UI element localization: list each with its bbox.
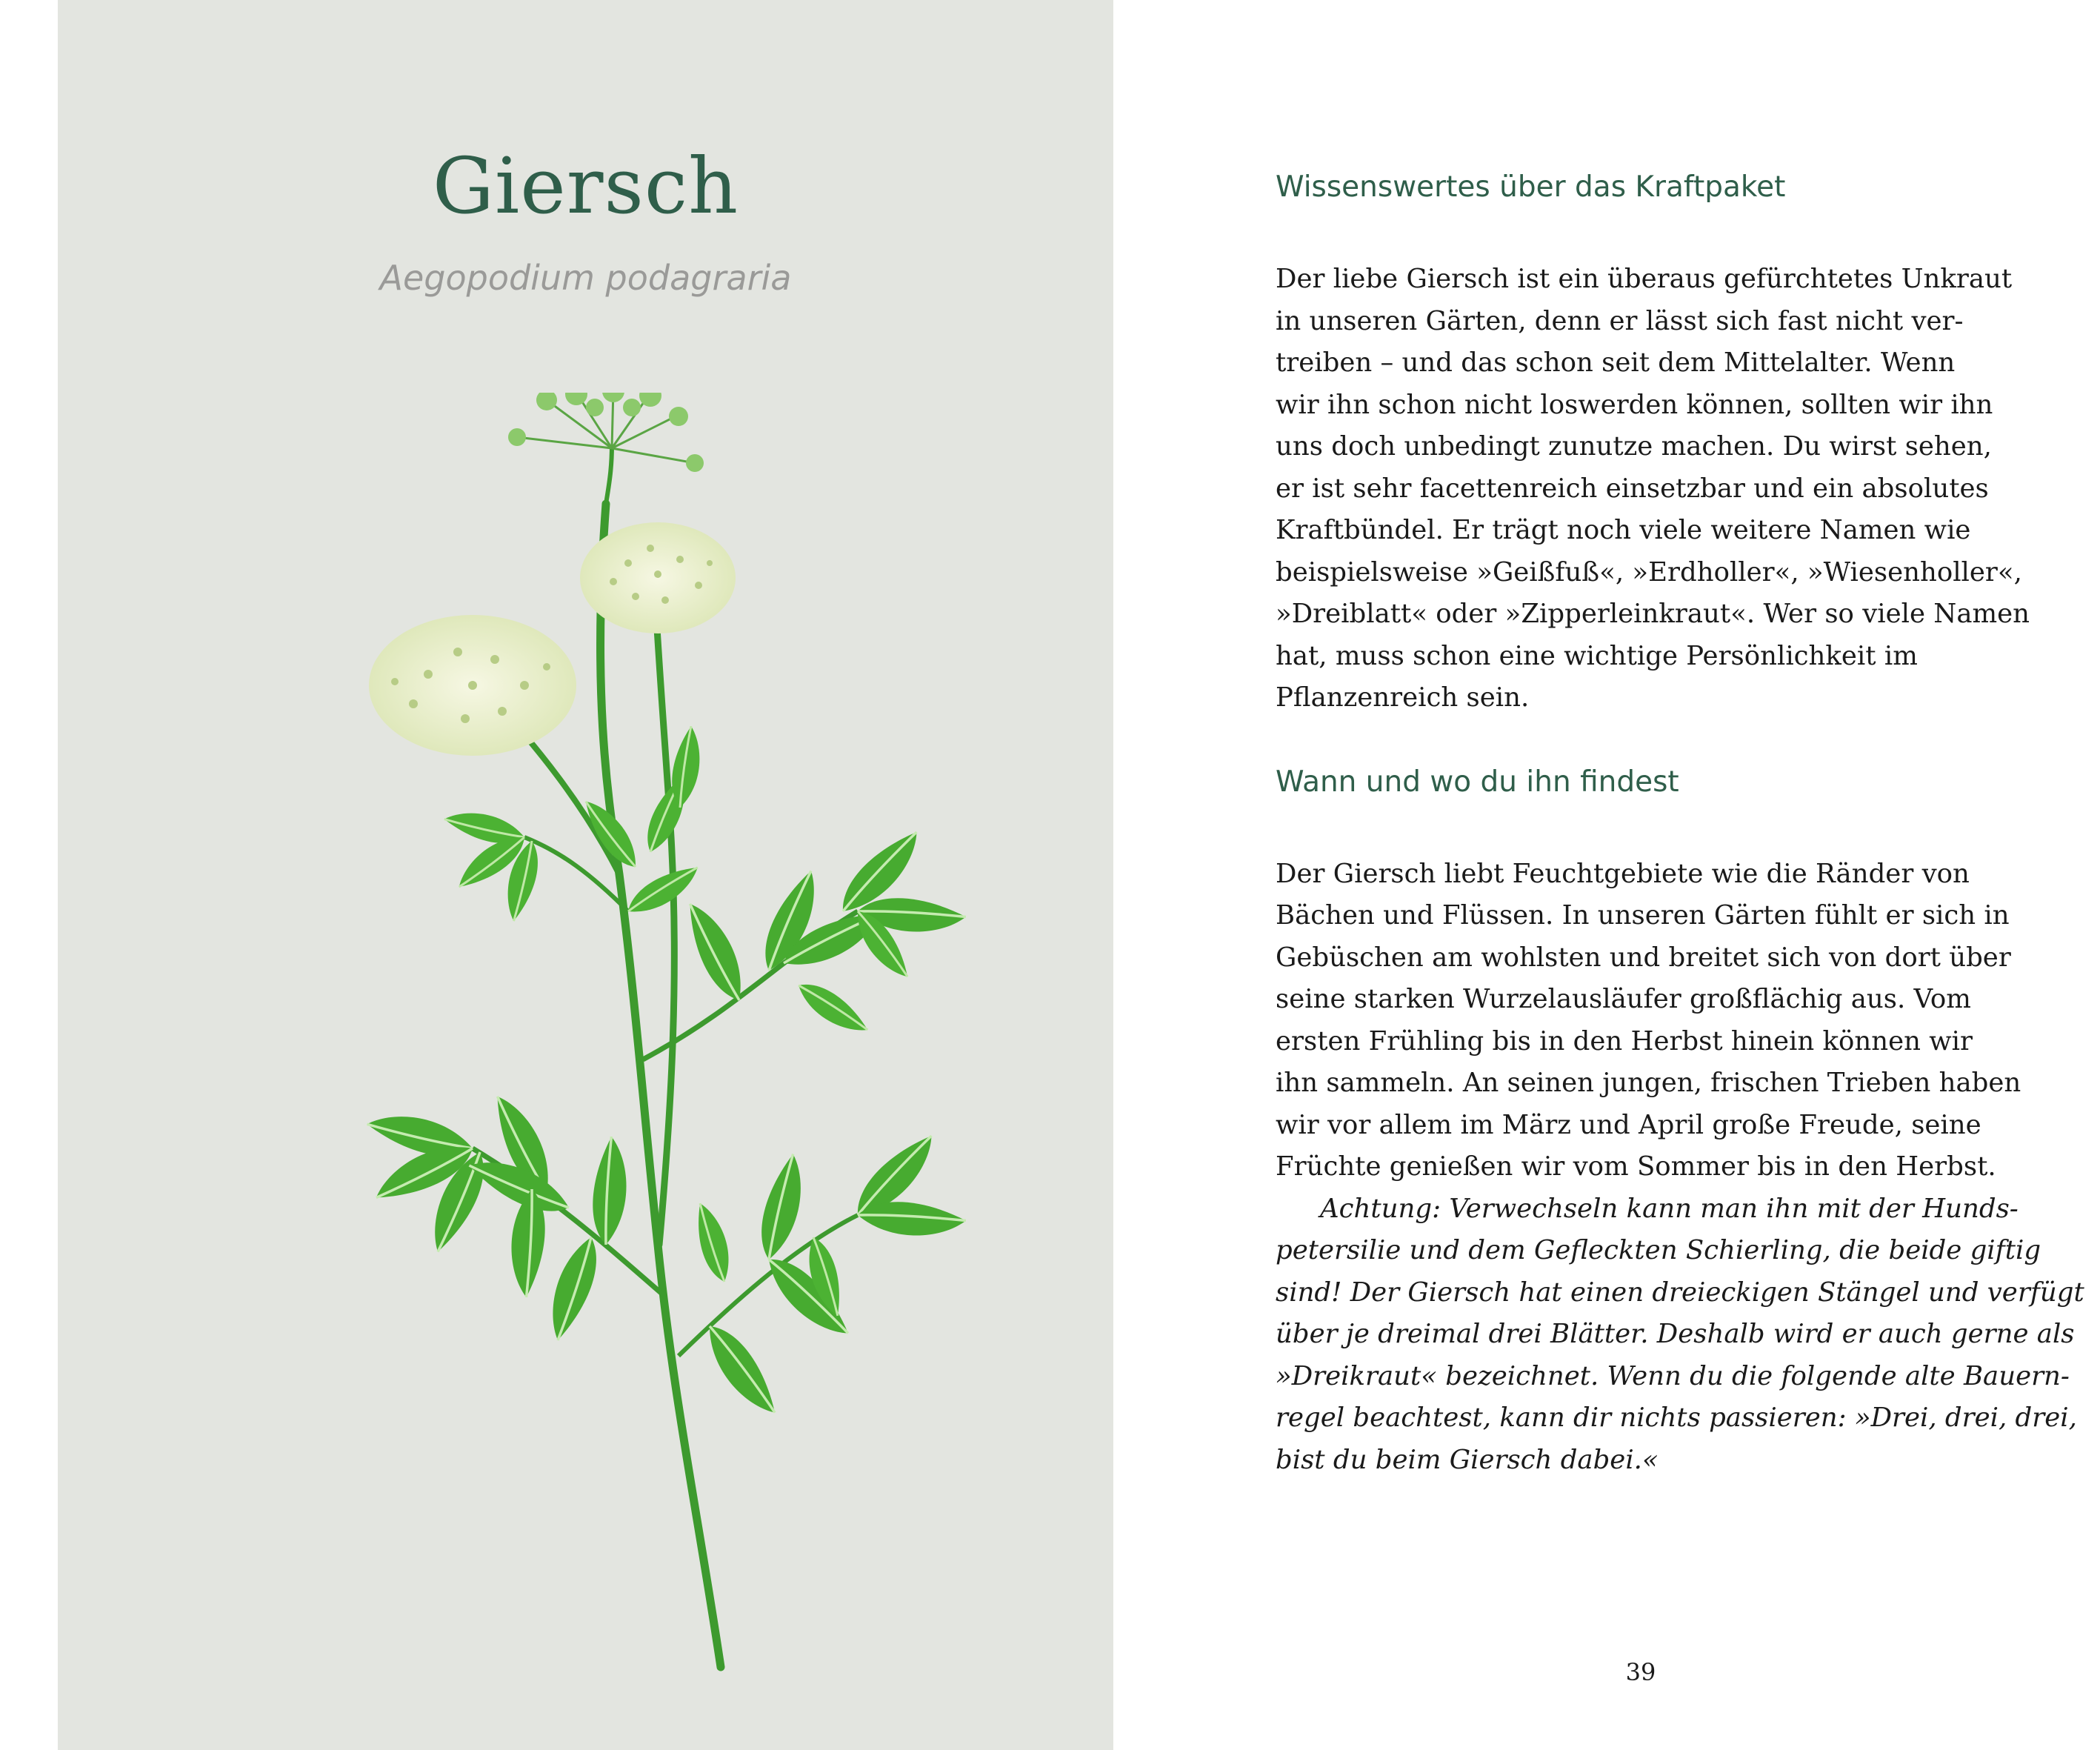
page-title: Giersch (432, 141, 739, 231)
page-number: 39 (1625, 1658, 1656, 1686)
text-line: beispielsweise »Geißfuß«, »Erdholler«, »Wiesenholler«, (1276, 556, 2022, 588)
text-line: Pflanzenreich sein. (1276, 682, 1530, 713)
text-line: Gebüschen am wohlsten und breitet sich von dort über (1276, 942, 2011, 973)
text-line: hat, muss schon eine wichtige Persönlichkeit im (1276, 640, 1918, 671)
text-line: petersilie und dem Gefleckten Schierling, die beide giftig (1276, 1235, 2041, 1265)
text-line: treiben – und das schon seit dem Mittelalter. Wenn (1276, 347, 1956, 378)
text-line: wir ihn schon nicht loswerden können, sollten wir ihn (1276, 389, 1993, 420)
text-line: Der Giersch liebt Feuchtgebiete wie die Ränder von (1276, 858, 1970, 889)
text-line: sind! Der Giersch hat einen dreieckigen Stängel und verfügt (1276, 1277, 2084, 1308)
text-line: über je dreimal drei Blätter. Deshalb wird er auch gerne als (1276, 1319, 2075, 1349)
text-line: Der liebe Giersch ist ein überaus gefürchtetes Unkraut (1276, 264, 2013, 294)
text-line: er ist sehr facettenreich einsetzbar und ein absolutes (1276, 473, 1989, 504)
text-line: ihn sammeln. An seinen jungen, frischen Trieben haben (1276, 1068, 2021, 1098)
text-line: in unseren Gärten, denn er lässt sich fast nicht ver- (1276, 305, 1964, 336)
text-line: »Dreiblatt« oder »Zipperleinkraut«. Wer so viele Namen (1276, 599, 2030, 629)
illustration-page (58, 0, 1113, 1750)
text-line: Kraftbündel. Er trägt noch viele weitere Namen wie (1276, 515, 1971, 545)
text-line: seine starken Wurzelausläufer großflächig aus. Vom (1276, 984, 1971, 1014)
section-heading-wissenswertes: Wissenswertes über das Kraftpaket (1276, 170, 1786, 204)
ground-elder-plant-illustration (324, 393, 991, 1674)
paragraph (1276, 854, 2021, 1188)
section-heading-wann-und-wo: Wann und wo du ihn findest (1276, 765, 1679, 799)
paragraph (1276, 259, 2030, 719)
text-line: bist du beim Giersch dabei.« (1276, 1444, 1659, 1475)
text-line: ersten Frühling bis in den Herbst hinein können wir (1276, 1025, 1973, 1057)
text-line: Achtung: Verwechseln kann man ihn mit der Hunds- (1320, 1193, 2019, 1224)
text-page (1276, 170, 2084, 1481)
text-line: Früchte genießen wir vom Sommer bis in den Herbst. (1276, 1151, 1996, 1182)
warning-paragraph (1276, 1188, 2084, 1482)
text-line: wir vor allem im März und April große Freude, seine (1276, 1109, 1981, 1140)
text-line: »Dreikraut« bezeichnet. Wenn du die folgende alte Bauern- (1276, 1360, 2070, 1391)
latin-name: Aegopodium podagraria (379, 258, 792, 298)
text-line: regel beachtest, kann dir nichts passieren: »Drei, drei, drei, (1276, 1403, 2077, 1433)
text-line: uns doch unbedingt zunutze machen. Du wirst sehen, (1276, 431, 1992, 462)
text-line: Bächen und Flüssen. In unseren Gärten fühlt er sich in (1276, 900, 2010, 931)
